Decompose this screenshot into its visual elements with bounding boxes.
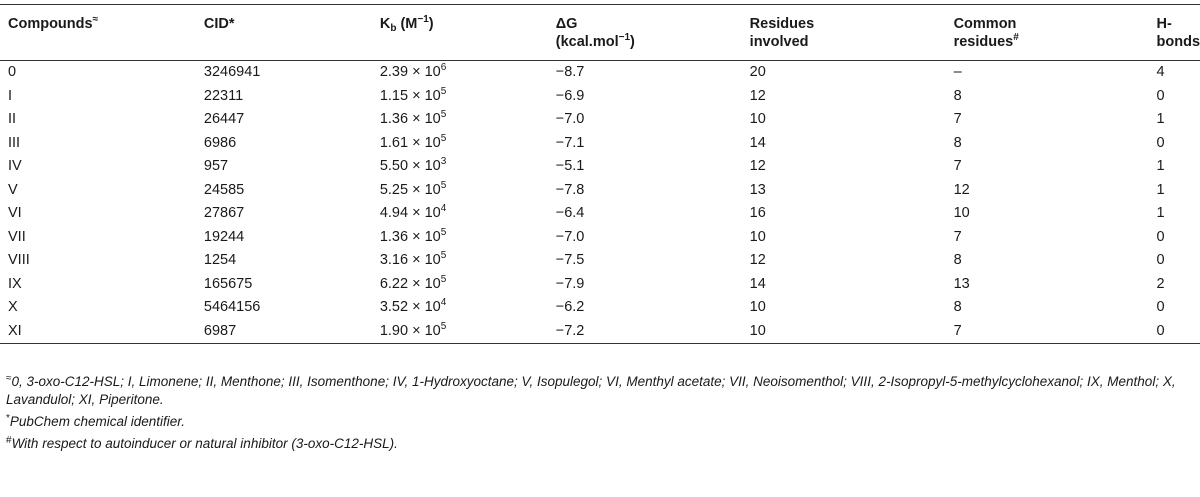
cell-kb-exponent: 5 bbox=[440, 179, 447, 191]
cell-kb-mantissa: 1.61 × 10 bbox=[379, 134, 441, 151]
cell-residues: 16 bbox=[749, 205, 766, 221]
cell-kb bbox=[372, 179, 548, 203]
cell-common-residues: 7 bbox=[946, 320, 1149, 344]
cell-residues: 12 bbox=[749, 87, 766, 104]
cell-hbonds: 1 bbox=[1156, 111, 1165, 127]
binding-data-table bbox=[0, 4, 1200, 344]
cell-delta-g: −7.9 bbox=[555, 275, 585, 292]
header-residues bbox=[742, 5, 946, 61]
cell-hbonds: 0 bbox=[1149, 320, 1200, 344]
table-row bbox=[0, 273, 1200, 297]
cell-kb bbox=[372, 132, 548, 156]
cell-kb-exponent: 5 bbox=[440, 132, 447, 144]
cell-delta-g: −8.7 bbox=[555, 64, 585, 80]
header-dg-line1: ΔG bbox=[555, 16, 578, 32]
footnote-text: 0, 3-oxo-C12-HSL; I, Limonene; II, Menthone; III, Isomenthone; IV, 1-Hydroxyoctane; V, Isopulegol; VI, Menthyl acetate; VII, Neoisomenthol; VIII, 2-Isopropyl-5-methylcyclohexanol; IX, Menthol; X, Lavandulol; XI, Piperitone. bbox=[6, 374, 1176, 407]
cell-common-residues: 8 bbox=[953, 134, 962, 151]
cell-common-residues: 8 bbox=[953, 252, 962, 268]
cell-common-residues: 13 bbox=[953, 275, 970, 292]
cell-delta-g: −7.2 bbox=[548, 320, 742, 344]
header-row bbox=[0, 5, 1200, 61]
cell-cid: 24585 bbox=[203, 181, 245, 198]
cell-kb-exponent: 5 bbox=[440, 85, 447, 97]
header-hbonds-label: H-bonds bbox=[1156, 16, 1200, 50]
header-kb-subscript: b bbox=[390, 23, 397, 34]
header-compounds-label: Compounds bbox=[8, 16, 93, 32]
cell-compound: XI bbox=[0, 320, 196, 344]
header-kb-close: ) bbox=[428, 16, 434, 32]
table-row bbox=[0, 179, 1200, 203]
cell-cid: 165675 bbox=[203, 275, 253, 292]
table-row bbox=[0, 226, 1200, 250]
cell-kb-mantissa: 1.15 × 10 bbox=[379, 87, 441, 104]
cell-compound: III bbox=[8, 134, 21, 151]
cell-cid: 26447 bbox=[203, 111, 245, 127]
cell-kb-mantissa: 5.25 × 10 bbox=[379, 181, 441, 198]
table-row bbox=[0, 85, 1200, 109]
cell-cid: 1254 bbox=[203, 252, 237, 268]
cell-cid: 22311 bbox=[203, 87, 244, 104]
cell-kb-exponent: 3 bbox=[440, 156, 447, 167]
table-row bbox=[0, 249, 1200, 273]
cell-compound: II bbox=[8, 111, 17, 127]
footnote bbox=[6, 373, 1196, 409]
cell-residues: 10 bbox=[749, 228, 766, 245]
cell-kb-mantissa: 3.16 × 10 bbox=[379, 252, 441, 268]
table-row bbox=[0, 132, 1200, 156]
cell-kb-mantissa: 3.52 × 10 bbox=[379, 299, 441, 315]
table-row bbox=[0, 155, 1200, 179]
cell-residues: 10 bbox=[749, 111, 766, 127]
header-common bbox=[946, 5, 1149, 61]
cell-kb bbox=[372, 202, 548, 226]
table-row bbox=[0, 296, 1200, 320]
cell-kb-exponent: 5 bbox=[440, 226, 447, 238]
header-common-line1: Common bbox=[953, 16, 1017, 32]
cell-delta-g: −6.2 bbox=[555, 299, 585, 315]
table-row bbox=[0, 202, 1200, 226]
cell-residues: 13 bbox=[749, 181, 766, 198]
cell-kb-exponent: 5 bbox=[440, 109, 447, 120]
cell-residues: 12 bbox=[749, 252, 766, 268]
footnote-mark: # bbox=[6, 435, 12, 446]
cell-kb bbox=[372, 226, 548, 250]
cell-common-residues: 7 bbox=[953, 228, 962, 245]
cell-kb bbox=[372, 108, 548, 132]
header-kb bbox=[372, 5, 548, 61]
cell-kb-mantissa: 1.90 × 10 bbox=[379, 322, 441, 339]
cell-common-residues: 8 bbox=[953, 87, 962, 104]
header-kb-exponent: −1 bbox=[417, 14, 429, 25]
header-hbonds bbox=[1149, 5, 1200, 61]
cell-kb-exponent: 5 bbox=[440, 250, 447, 261]
cell-kb bbox=[372, 85, 548, 109]
cell-kb bbox=[372, 155, 548, 179]
cell-cid: 19244 bbox=[203, 228, 245, 245]
cell-cid: 5464156 bbox=[203, 299, 261, 315]
cell-cid: 957 bbox=[203, 158, 229, 174]
cell-kb bbox=[372, 273, 548, 297]
cell-kb-exponent: 4 bbox=[440, 297, 447, 308]
cell-compound: V bbox=[8, 181, 18, 198]
cell-residues: 10 bbox=[749, 299, 766, 315]
header-cid bbox=[196, 5, 372, 61]
table-body bbox=[0, 61, 1200, 344]
header-dg-exponent: −1 bbox=[618, 32, 631, 43]
header-compounds-mark: ≈ bbox=[92, 14, 99, 25]
table-row bbox=[0, 320, 1200, 344]
cell-hbonds: 0 bbox=[1156, 252, 1165, 268]
cell-delta-g: −7.5 bbox=[555, 252, 585, 268]
header-compounds bbox=[0, 5, 196, 61]
cell-cid: 3246941 bbox=[203, 64, 261, 80]
cell-hbonds: 0 bbox=[1156, 299, 1165, 315]
cell-delta-g: −6.4 bbox=[555, 205, 585, 221]
header-delta-g bbox=[548, 5, 742, 61]
footnote-text: With respect to autoinducer or natural inhibitor (3-oxo-C12-HSL). bbox=[11, 436, 398, 451]
cell-delta-g: −7.0 bbox=[555, 228, 585, 245]
cell-residues: 10 bbox=[742, 320, 946, 344]
cell-compound: VII bbox=[8, 228, 26, 245]
cell-common-residues: 12 bbox=[953, 181, 970, 198]
cell-delta-g: −7.1 bbox=[555, 134, 585, 151]
cell-compound: IV bbox=[8, 158, 22, 174]
cell-residues: 20 bbox=[749, 64, 766, 80]
cell-kb bbox=[372, 61, 548, 85]
cell-compound: VIII bbox=[8, 252, 30, 268]
cell-kb-mantissa: 1.36 × 10 bbox=[379, 228, 441, 245]
cell-kb-exponent: 5 bbox=[440, 273, 447, 285]
cell-residues: 14 bbox=[749, 275, 766, 292]
cell-kb-mantissa: 6.22 × 10 bbox=[379, 275, 441, 292]
table-header bbox=[0, 5, 1200, 61]
cell-residues: 14 bbox=[749, 134, 766, 151]
cell-common-residues: 7 bbox=[953, 158, 962, 174]
table-row bbox=[0, 61, 1200, 85]
cell-delta-g: −7.0 bbox=[555, 111, 585, 127]
footnotes bbox=[0, 373, 1196, 457]
header-common-line2: residues bbox=[953, 34, 1014, 50]
footnote-text: PubChem chemical identifier. bbox=[9, 414, 185, 429]
cell-hbonds: 1 bbox=[1156, 181, 1165, 198]
cell-kb bbox=[372, 249, 548, 273]
cell-compound: X bbox=[8, 299, 18, 315]
cell-cid: 6986 bbox=[203, 134, 237, 151]
header-dg-close: ) bbox=[630, 34, 635, 50]
cell-hbonds: 2 bbox=[1156, 275, 1165, 292]
cell-hbonds: 0 bbox=[1156, 134, 1165, 151]
cell-common-residues: 7 bbox=[953, 111, 962, 127]
cell-hbonds: 0 bbox=[1156, 228, 1165, 245]
header-common-mark: # bbox=[1013, 32, 1019, 43]
cell-delta-g: −5.1 bbox=[555, 158, 585, 174]
cell-cid: 27867 bbox=[203, 205, 245, 221]
cell-delta-g: −6.9 bbox=[555, 87, 585, 104]
cell-cid: 6987 bbox=[196, 320, 372, 344]
cell-kb-exponent: 4 bbox=[440, 203, 447, 214]
cell-common-residues: 10 bbox=[953, 205, 970, 221]
cell-compound: IX bbox=[8, 275, 22, 292]
cell-compound: VI bbox=[8, 205, 22, 221]
cell-common-residues: – bbox=[953, 64, 962, 80]
cell-common-residues: 8 bbox=[953, 299, 962, 315]
cell-kb bbox=[372, 320, 548, 344]
footnote bbox=[6, 413, 1196, 431]
cell-kb bbox=[372, 296, 548, 320]
header-kb-unit: (M bbox=[396, 16, 418, 32]
cell-compound: I bbox=[8, 87, 13, 104]
cell-kb-exponent: 5 bbox=[440, 320, 447, 332]
cell-hbonds: 1 bbox=[1156, 205, 1165, 221]
header-residues-line1: Residues bbox=[749, 16, 815, 32]
cell-kb-mantissa: 2.39 × 10 bbox=[379, 64, 441, 80]
header-cid-label: CID* bbox=[203, 16, 235, 32]
table-row bbox=[0, 108, 1200, 132]
cell-compound: 0 bbox=[8, 64, 17, 80]
cell-kb-mantissa: 1.36 × 10 bbox=[379, 111, 441, 127]
cell-kb-mantissa: 4.94 × 10 bbox=[379, 205, 441, 221]
cell-kb-mantissa: 5.50 × 10 bbox=[379, 158, 441, 174]
footnote bbox=[6, 435, 1196, 453]
cell-hbonds: 1 bbox=[1156, 158, 1165, 174]
footnote-mark: ≈ bbox=[6, 373, 12, 384]
cell-kb-exponent: 6 bbox=[440, 62, 447, 73]
footnote-mark: * bbox=[6, 413, 10, 424]
cell-residues: 12 bbox=[749, 158, 766, 174]
cell-hbonds: 0 bbox=[1156, 87, 1165, 104]
header-kb-symbol: K bbox=[379, 16, 391, 32]
header-residues-line2: involved bbox=[749, 34, 809, 50]
cell-delta-g: −7.8 bbox=[555, 181, 585, 198]
header-dg-line2: (kcal.mol bbox=[555, 34, 619, 50]
cell-hbonds: 4 bbox=[1156, 64, 1165, 80]
